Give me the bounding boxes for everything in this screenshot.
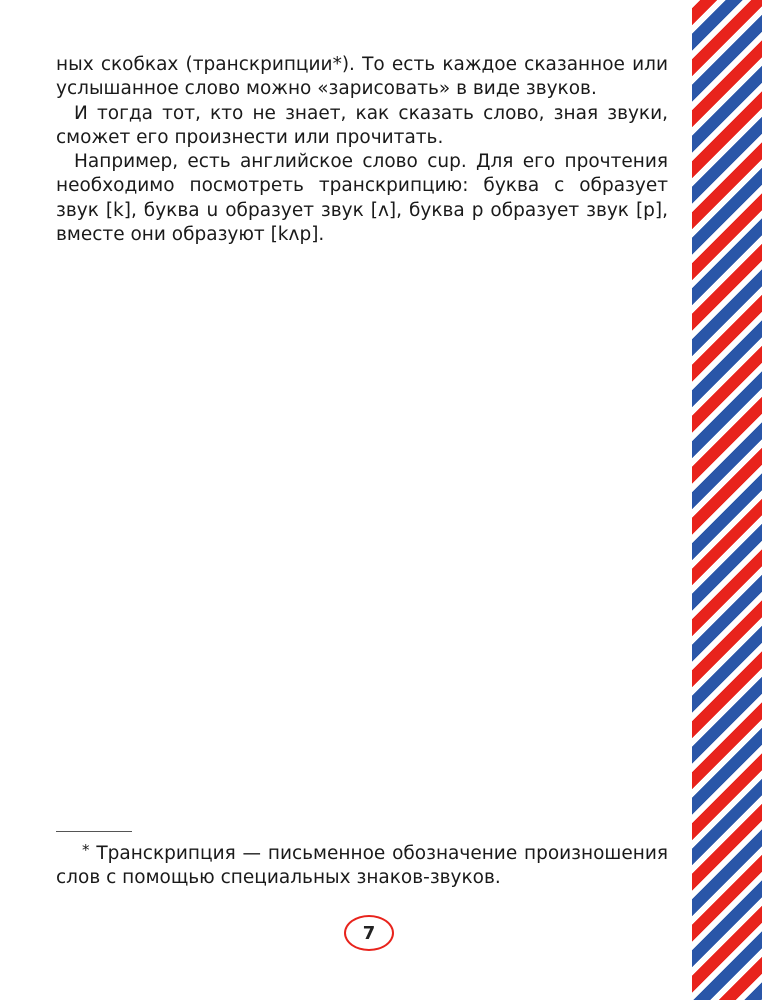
main-text: [56, 53, 668, 247]
page-number-badge: [344, 915, 394, 951]
decorative-diagonal-stripe-border: [692, 0, 762, 1000]
paragraph-3: Например, есть английское слово cup. Для его прочтения необходимо посмотреть транскрипцию: буква c образует звук [k], буква u образует звук [ʌ], буква p образует звук [p], вместе они образуют [kʌp].: [56, 151, 668, 246]
footnote: [56, 838, 668, 891]
footnote-text: Транскрипция — письменное обозначение произношения слов с помощью специальных знаков-звуков.: [56, 843, 668, 889]
page-number: 7: [362, 922, 376, 944]
paragraph-2: И тогда тот, кто не знает, как сказать слово, зная звуки, сможет его произнести или прочитать.: [56, 102, 668, 148]
footnote-asterisk: *: [82, 841, 90, 859]
footnote-separator: [56, 831, 132, 832]
paragraph-1: ных скобках (транскрипции*). То есть каждое сказанное или услышанное слово можно «зарисовать» в виде звуков.: [56, 54, 668, 100]
